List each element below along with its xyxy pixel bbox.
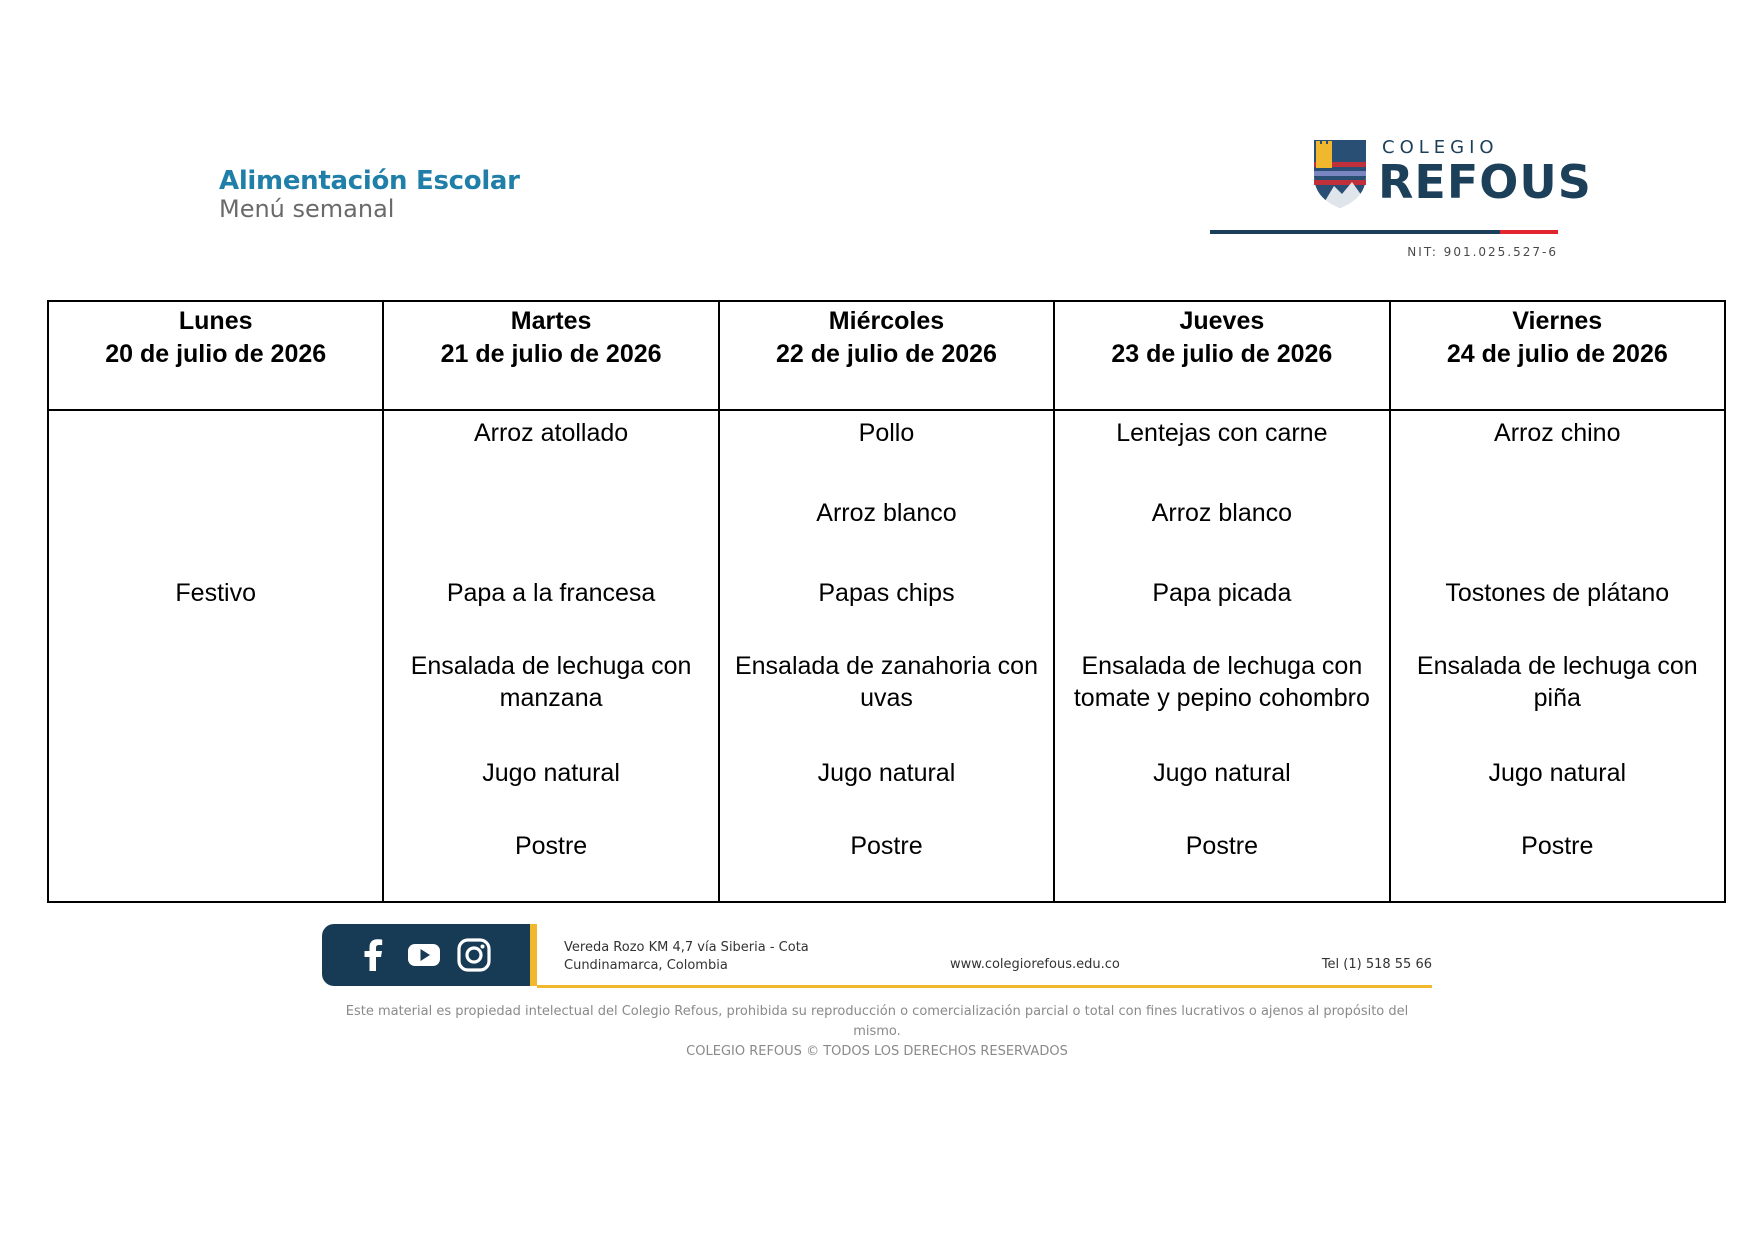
menu-item-dessert: Postre xyxy=(1521,832,1594,860)
menu-item-rice: Arroz blanco xyxy=(816,499,957,527)
day-name: Miércoles xyxy=(828,307,945,335)
weekly-menu-table xyxy=(47,300,1726,903)
menu-cell-miercoles xyxy=(719,410,1054,902)
day-date: 23 de julio de 2026 xyxy=(1111,340,1333,368)
address-line-1: Vereda Rozo KM 4,7 vía Siberia - Cota xyxy=(564,940,809,955)
logo-divider-accent xyxy=(1500,230,1558,234)
menu-item-drink: Jugo natural xyxy=(1153,759,1291,787)
day-name: Viernes xyxy=(1512,307,1603,335)
day-name: Lunes xyxy=(178,307,253,335)
day-date: 24 de julio de 2026 xyxy=(1446,340,1668,368)
menu-item-dessert: Postre xyxy=(514,832,588,860)
document-heading xyxy=(219,166,520,222)
table-row xyxy=(48,410,1725,902)
column-header-miercoles xyxy=(719,301,1054,410)
menu-cell-lunes xyxy=(48,410,383,902)
day-date: 21 de julio de 2026 xyxy=(440,340,662,368)
column-header-lunes xyxy=(48,301,383,410)
logo-nit: NIT: 901.025.527-6 xyxy=(1407,245,1558,259)
footer-contact-bar xyxy=(322,924,1432,990)
day-name: Jueves xyxy=(1179,307,1265,335)
holiday-note: Festivo xyxy=(175,579,256,607)
document-title: Alimentación Escolar xyxy=(219,166,520,196)
footer-accent-line xyxy=(537,985,1432,988)
menu-cell-jueves xyxy=(1054,410,1389,902)
column-header-viernes xyxy=(1390,301,1725,410)
logo-colegio-text: COLEGIO xyxy=(1382,137,1499,158)
menu-item-drink: Jugo natural xyxy=(817,759,956,787)
instagram-icon[interactable] xyxy=(456,937,492,973)
youtube-icon[interactable] xyxy=(406,937,442,973)
menu-item-rice: Arroz blanco xyxy=(1151,499,1293,527)
menu-item-side: Papas chips xyxy=(818,579,955,607)
menu-item-side: Tostones de plátano xyxy=(1445,579,1670,607)
footer-website-link[interactable]: www.colegiorefous.edu.co xyxy=(950,957,1120,972)
menu-item-main: Pollo xyxy=(858,419,915,447)
school-crest-icon xyxy=(1312,138,1368,210)
legal-notice xyxy=(322,1002,1432,1062)
menu-item-drink: Jugo natural xyxy=(1488,759,1627,787)
menu-item-main: Arroz atollado xyxy=(473,419,629,447)
menu-item-salad: Ensalada de lechuga con piña xyxy=(1416,652,1698,712)
footer-phone: Tel (1) 518 55 66 xyxy=(1321,957,1432,972)
footer-accent-strip xyxy=(530,924,537,986)
menu-item-salad: Ensalada de lechuga con manzana xyxy=(410,652,692,712)
day-date: 20 de julio de 2026 xyxy=(105,340,327,368)
footer-address xyxy=(564,939,809,975)
column-header-martes xyxy=(383,301,718,410)
menu-item-dessert: Postre xyxy=(1185,832,1258,860)
social-links xyxy=(322,924,530,986)
day-date: 22 de julio de 2026 xyxy=(776,340,997,368)
menu-item-main: Lentejas con carne xyxy=(1116,419,1328,447)
table-header-row xyxy=(48,301,1725,410)
menu-cell-martes xyxy=(383,410,718,902)
facebook-icon[interactable] xyxy=(356,937,392,973)
menu-item-salad: Ensalada de zanahoria con uvas xyxy=(734,652,1038,712)
logo-refous-text: REFOUS xyxy=(1378,155,1592,209)
column-header-jueves xyxy=(1054,301,1389,410)
menu-item-main: Arroz chino xyxy=(1494,419,1621,447)
address-line-2: Cundinamarca, Colombia xyxy=(564,958,728,973)
menu-item-side: Papa picada xyxy=(1152,579,1292,607)
menu-cell-viernes xyxy=(1390,410,1725,902)
menu-item-salad: Ensalada de lechuga con tomate y pepino cohombro xyxy=(1073,652,1370,712)
school-logo xyxy=(1210,133,1592,263)
legal-line-1: Este material es propiedad intelectual del Colegio Refous, prohibida su reproducción o comercialización parcial o total con fines lucrativos o ajenos al propósito del mismo. xyxy=(345,1004,1409,1039)
day-name: Martes xyxy=(510,307,592,335)
legal-line-2: COLEGIO REFOUS © TODOS LOS DERECHOS RESERVADOS xyxy=(686,1044,1068,1059)
menu-item-dessert: Postre xyxy=(850,832,923,860)
menu-item-side: Papa a la francesa xyxy=(446,579,656,607)
document-subtitle: Menú semanal xyxy=(219,195,395,223)
menu-item-drink: Jugo natural xyxy=(482,759,620,787)
